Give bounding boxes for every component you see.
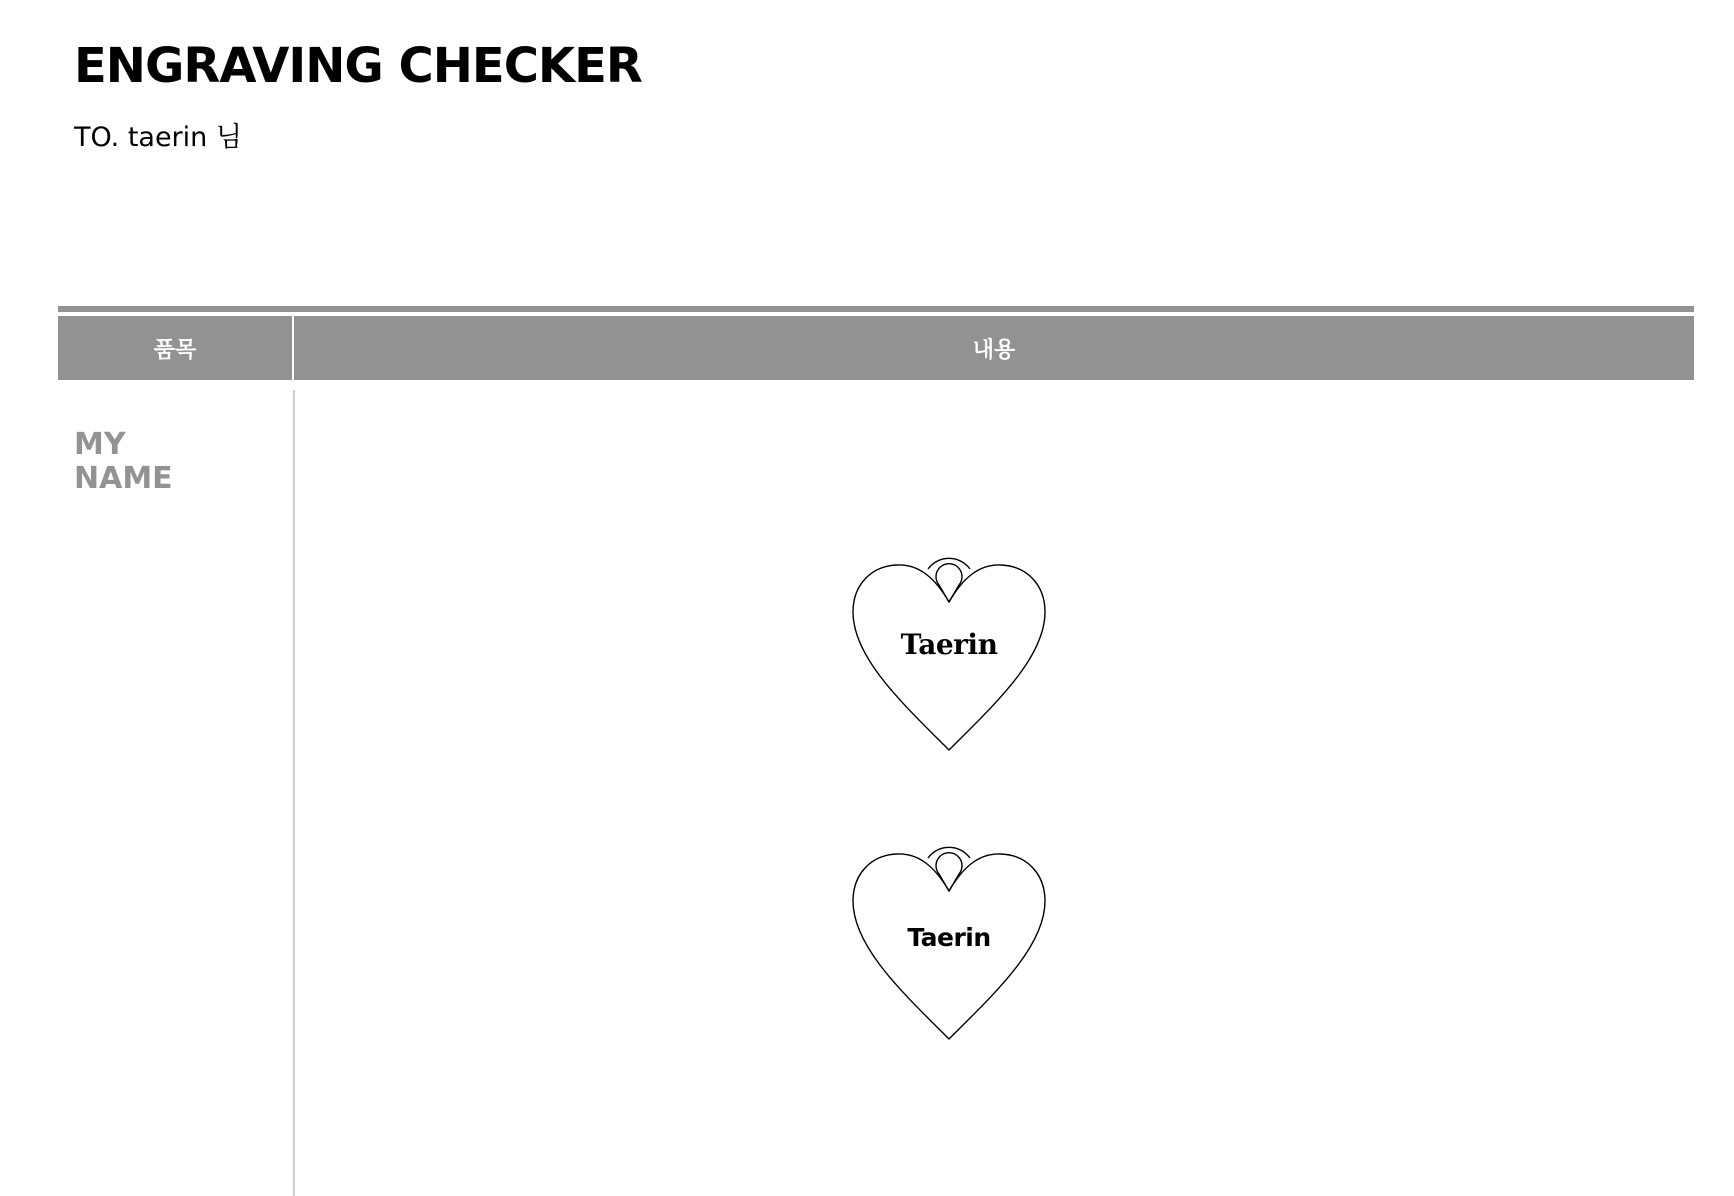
page-title: ENGRAVING CHECKER	[74, 38, 642, 94]
item-name-line-1: MY	[74, 427, 126, 462]
column-header-content: 내용	[972, 337, 1016, 363]
item-name-cell	[74, 428, 173, 496]
column-header-item: 품목	[58, 316, 294, 380]
item-name-line-2: NAME	[74, 461, 173, 496]
recipient-line: TO. taerin 님	[74, 122, 242, 153]
table-top-rule	[58, 306, 1694, 312]
table-header	[58, 316, 1694, 380]
column-divider	[293, 390, 295, 1196]
engraving-text: Taerin	[907, 923, 991, 952]
heart-charm-preview-serif	[849, 550, 1049, 760]
engraving-text: Taerin	[900, 628, 998, 661]
heart-charm-preview-sans	[849, 839, 1049, 1049]
